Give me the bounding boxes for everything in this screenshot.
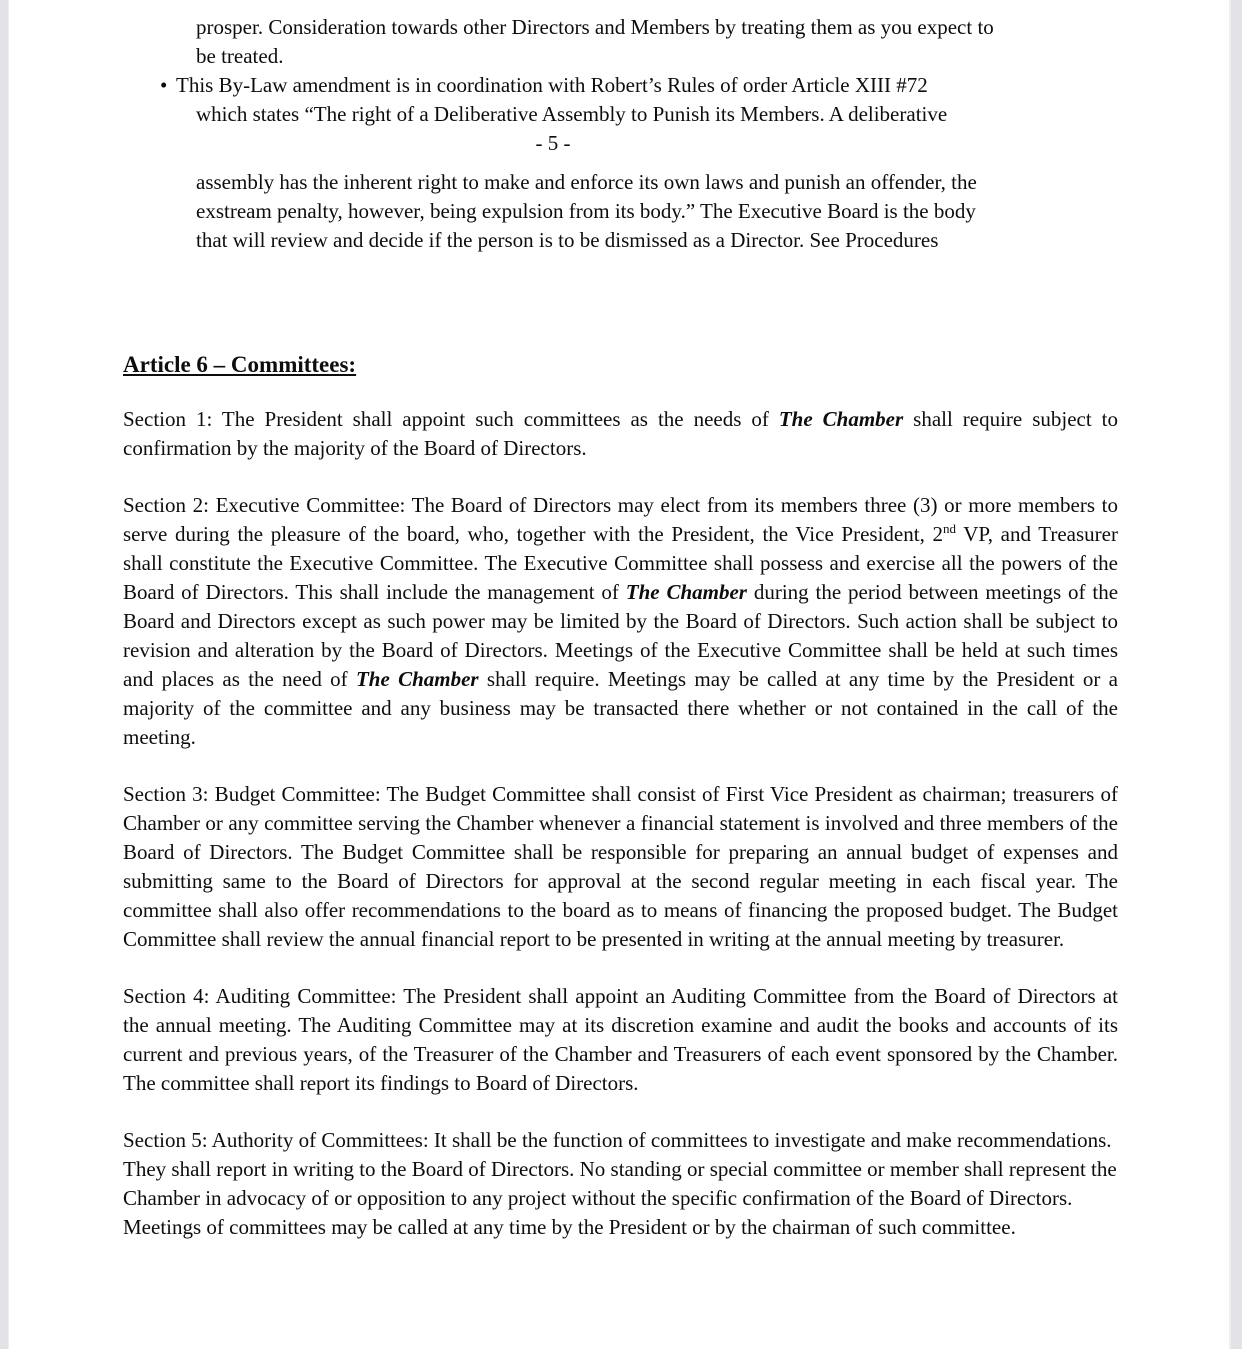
article-6-heading: Article 6 – Committees: bbox=[123, 352, 357, 377]
bullet-item-first-line bbox=[160, 71, 1118, 100]
bullet-item bbox=[123, 71, 1118, 129]
section-1-paragraph: Section 1: The President shall appoint such committees as the needs of The Chamber shall require subject to confirmation by the majority of the Board of Directors. bbox=[123, 407, 1119, 460]
paragraph-continued-after-page-break: assembly has the inherent right to make and enforce its own laws and punish an offender, the exstream penalty, however, being expulsion from its body.” The Executive Board is the body that will review and decide if the person is to be dismissed as a Director. See Procedures bbox=[196, 170, 977, 252]
section-2-paragraph: Section 2: Executive Committee: The Board of Directors may elect from its members three (3) or more members to serve during the pleasure of the board, who, together with the President, the Vice President, 2nd VP, and Treasurer shall constitute the Executive Committee. The Executive Committee shall possess and exercise all the powers of the Board of Directors. This shall include the management of The Chamber during the period between meetings of the Board and Directors except as such power may be limited by the Board of Directors. Such action shall be subject to revision and alteration by the Board of Directors. Meetings of the Executive Committee shall be held at such times and places as the need of The Chamber shall require. Meetings may be called at any time by the President or a majority of the committee and any business may be transacted there whether or not contained in the call of the meeting. bbox=[123, 493, 1119, 749]
bullet-continuation-text: prosper. Consideration towards other Directors and Members by treating them as you expect to be treated. bbox=[196, 15, 994, 68]
page-edge-right bbox=[1229, 0, 1242, 1349]
section-4-paragraph: Section 4: Auditing Committee: The President shall appoint an Auditing Committee from the Board of Directors at the annual meeting. The Auditing Committee may at its discretion examine and audit the books and accounts of its current and previous years, of the Treasurer of the Chamber and Treasurers of each event sponsored by the Chamber. The committee shall report its findings to Board of Directors. bbox=[123, 984, 1118, 1095]
page-edge-left bbox=[0, 0, 9, 1349]
bullet-item-text: This By-Law amendment is in coordination with Robert’s Rules of order Article XIII #72 bbox=[176, 73, 928, 97]
section-3-paragraph: Section 3: Budget Committee: The Budget Committee shall consist of First Vice President as chairman; treasurers of Chamber or any committee serving the Chamber whenever a financial statement is involved and three members of the Board of Directors. The Budget Committee shall be responsible for preparing an annual budget of expenses and submitting same to the Board of Directors for approval at the second regular meeting in each fiscal year. The committee shall also offer recommendations to the board as to means of financing the proposed budget. The Budget Committee shall review the annual financial report to be presented in writing at the annual meeting by treasurer. bbox=[123, 782, 1118, 951]
bullet-item-wrap-line: which states “The right of a Deliberative Assembly to Punish its Members. A deliberative bbox=[196, 102, 948, 126]
document-page bbox=[123, 13, 1118, 1242]
page-number: - 5 - bbox=[535, 131, 571, 155]
section-5-paragraph: Section 5: Authority of Committees: It shall be the function of committees to investigate and make recommendations. They shall report in writing to the Board of Directors. No standing or special committee or member shall represent the Chamber in advocacy of or opposition to any project without the specific confirmation of the Board of Directors. Meetings of committees may be called at any time by the President or by the chairman of such committee. bbox=[123, 1128, 1117, 1239]
bullet-icon: • bbox=[160, 73, 168, 97]
